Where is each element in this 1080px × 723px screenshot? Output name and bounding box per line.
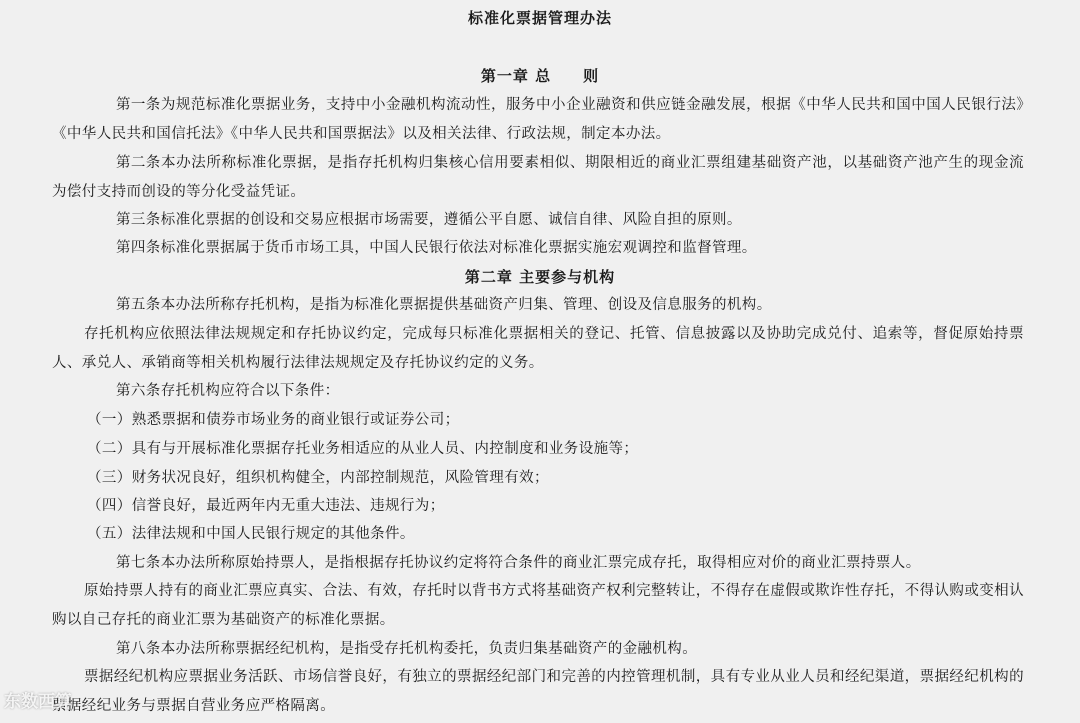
article-5-text: 本办法所称存托机构，是指为标准化票据提供基础资产归集、管理、创设及信息服务的机构。 [160, 297, 772, 313]
article-2-label: 第二条 [116, 155, 161, 171]
article-6-item-4: （四）信誉良好，最近两年内无重大违法、违规行为； [87, 498, 445, 514]
article-2-text: 本办法所称标准化票据，是指存托机构归集核心信用要素相似、期限相近的商业汇票组建基础资产池，以基础资产池产生的现金流为偿付支持而创设的等分化受益凭证。 [52, 155, 1024, 200]
article-7-text: 本办法所称原始持票人，是指根据存托协议约定将符合条件的商业汇票完成存托，取得相应对价的商业汇票持票人。 [160, 555, 921, 571]
article-6 [52, 377, 1024, 406]
article-3 [52, 206, 1024, 235]
article-1 [52, 91, 1024, 149]
article-7-label: 第七条 [116, 555, 161, 571]
article-7 [52, 549, 1024, 578]
article-4-text: 标准化票据属于货币市场工具，中国人民银行依法对标准化票据实施宏观调控和监督管理。 [160, 240, 757, 256]
watermark-logo: 东数西算 [4, 692, 72, 712]
article-1-label: 第一条 [116, 97, 161, 113]
article-8-paragraph-2: 票据经纪机构应票据业务活跃、市场信誉良好，有独立的票据经纪部门和完善的内控管理机制，具有专业从业人员和经纪渠道，票据经纪机构的票据经纪业务与票据自营业务应严格隔离。 [52, 669, 1024, 714]
article-3-label: 第三条 [116, 212, 161, 228]
document-title: 标准化票据管理办法 [467, 9, 612, 27]
article-1-text: 为规范标准化票据业务，支持中小金融机构流动性，服务中小企业融资和供应链金融发展，根据《中华人民共和国中国人民银行法》《中华人民共和国信托法》《中华人民共和国票据法》以及相关法律、行政法规，制定本办法。 [52, 97, 1024, 142]
article-6-text: 存托机构应符合以下条件： [160, 383, 340, 399]
article-6-label: 第六条 [116, 383, 161, 399]
article-8-label: 第八条 [116, 641, 161, 657]
chapter-2-heading: 第二章 主要参与机构 [464, 268, 616, 286]
article-3-text: 标准化票据的创设和交易应根据市场需要，遵循公平自愿、诚信自律、风险自担的原则。 [160, 212, 742, 228]
article-6-item-2: （二）具有与开展标准化票据存托业务相适应的从业人员、内控制度和业务设施等； [87, 441, 639, 457]
article-6-item-3: （三）财务状况良好，组织机构健全，内部控制规范，风险管理有效； [87, 470, 549, 486]
article-8-text: 本办法所称票据经纪机构，是指受存托机构委托，负责归集基础资产的金融机构。 [160, 641, 698, 657]
article-4 [52, 234, 1024, 263]
article-4-label: 第四条 [116, 240, 161, 256]
article-5-label: 第五条 [116, 297, 161, 313]
article-7-paragraph-2: 原始持票人持有的商业汇票应真实、合法、有效，存托时以背书方式将基础资产权利完整转让，不得存在虚假或欺诈性存托，不得认购或变相认购以自己存托的商业汇票为基础资产的标准化票据。 [52, 583, 1024, 628]
article-2 [52, 149, 1024, 207]
article-5 [52, 291, 1024, 320]
article-8 [52, 635, 1024, 664]
chapter-1-heading: 第一章 总 则 [480, 67, 600, 85]
article-6-item-5: （五）法律法规和中国人民银行规定的其他条件。 [87, 526, 415, 542]
article-5-paragraph-2: 存托机构应依照法律法规规定和存托协议约定，完成每只标准化票据相关的登记、托管、信息披露以及协助完成兑付、追索等，督促原始持票人、承兑人、承销商等相关机构履行法律法规规定及存托协议约定的义务。 [52, 326, 1024, 371]
article-6-item-1: （一）熟悉票据和债券市场业务的商业银行或证券公司； [87, 412, 460, 428]
